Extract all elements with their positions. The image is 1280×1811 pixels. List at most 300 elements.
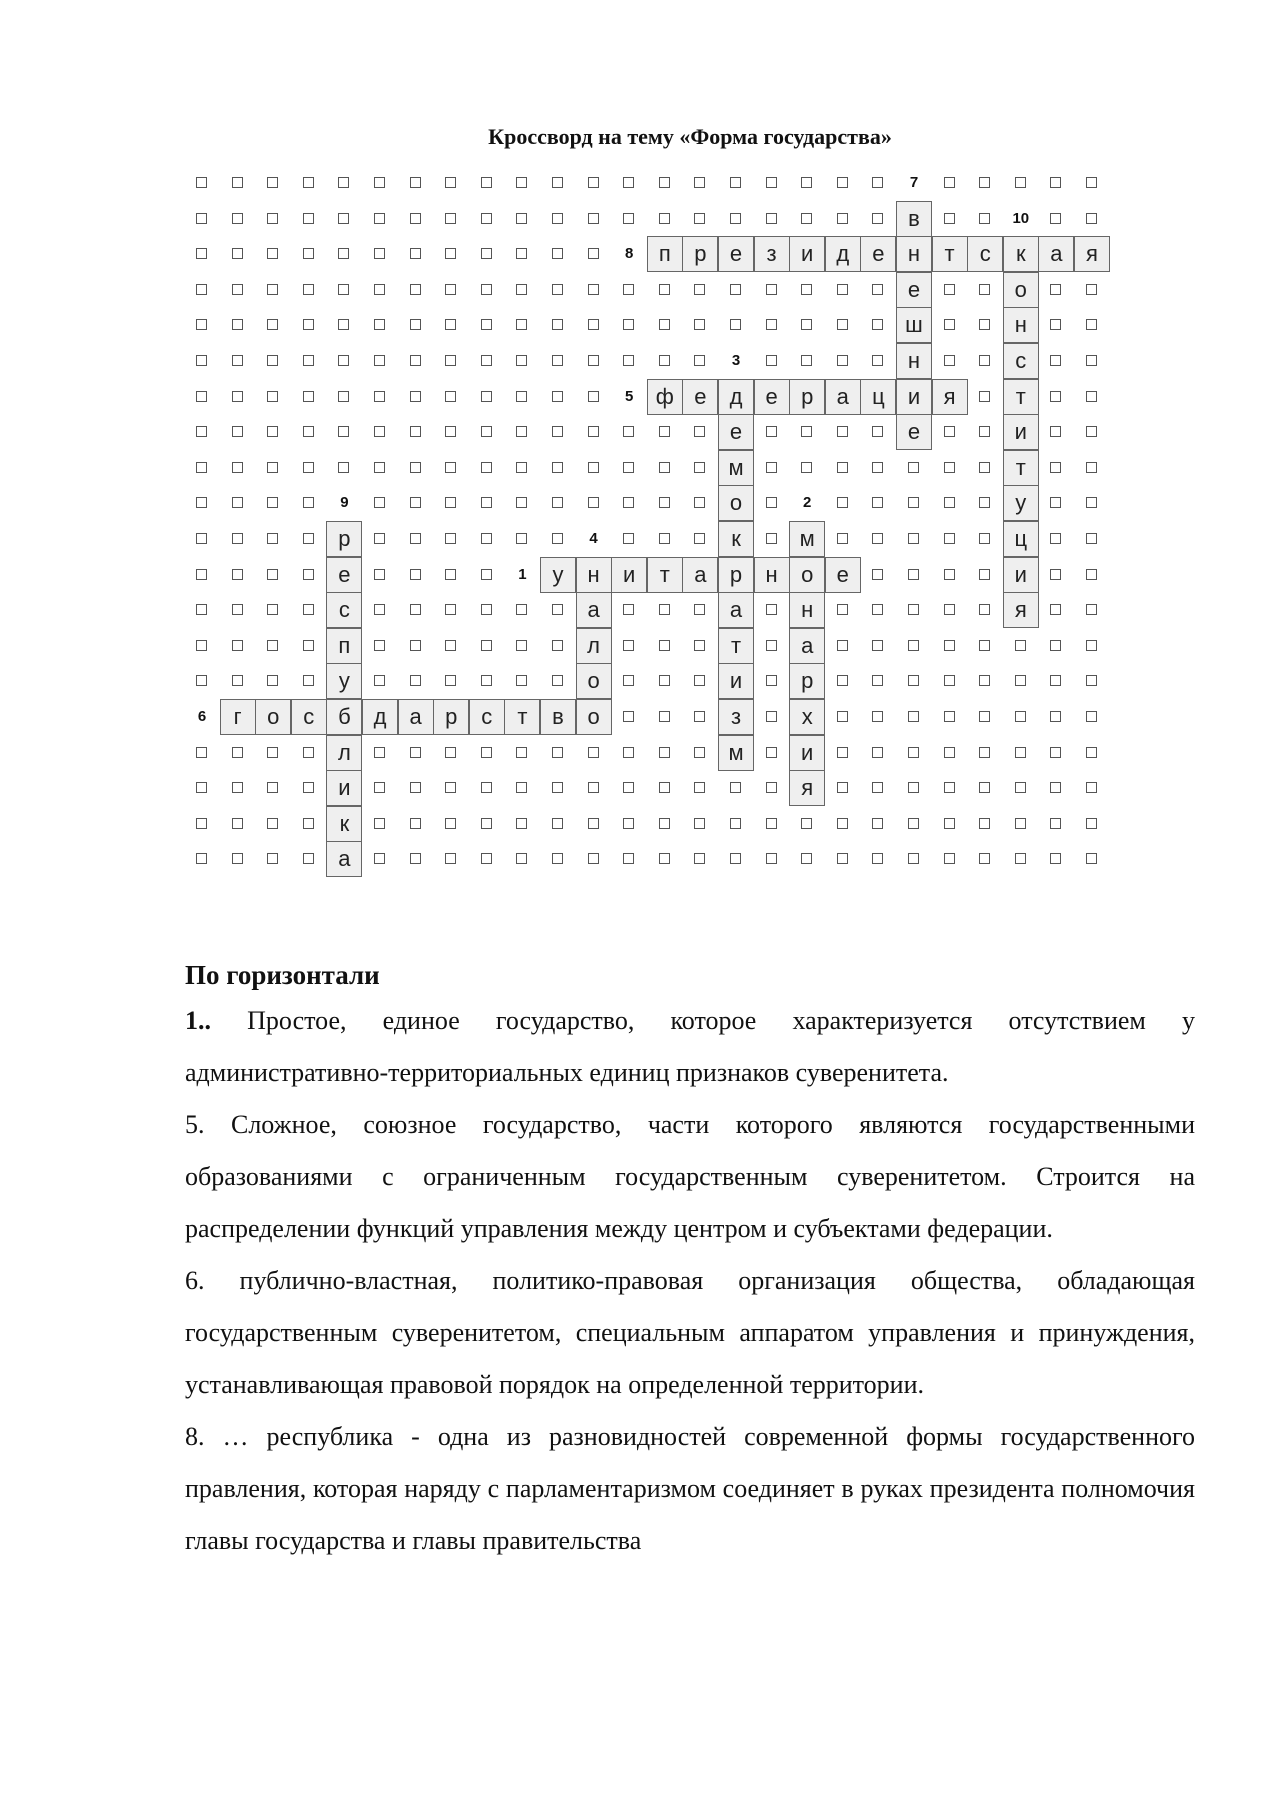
empty-cell-marker [837, 604, 848, 615]
empty-cell-marker [1086, 604, 1097, 615]
empty-cell-marker [588, 497, 599, 508]
crossword-cell: в [540, 699, 576, 735]
empty-cell-marker [481, 782, 492, 793]
empty-cell-marker [659, 640, 670, 651]
empty-cell-marker [944, 675, 955, 686]
empty-cell-marker [623, 462, 634, 473]
empty-cell-marker [196, 853, 207, 864]
empty-cell-marker [1015, 711, 1026, 722]
empty-cell-marker [1050, 213, 1061, 224]
empty-cell-marker [232, 604, 243, 615]
empty-cell-marker [659, 284, 670, 295]
empty-cell-marker [552, 604, 563, 615]
crossword-cell: и [1003, 414, 1039, 450]
crossword-cell: и [789, 236, 825, 272]
crossword-cell: ц [860, 379, 896, 415]
empty-cell-marker [552, 462, 563, 473]
empty-cell-marker [481, 675, 492, 686]
empty-cell-marker [1015, 675, 1026, 686]
empty-cell-marker [410, 604, 421, 615]
crossword-cell: и [611, 557, 647, 593]
empty-cell-marker [1086, 213, 1097, 224]
empty-cell-marker [232, 497, 243, 508]
crossword-cell: а [398, 699, 434, 735]
crossword-cell: е [326, 557, 362, 593]
empty-cell-marker [1050, 818, 1061, 829]
empty-cell-marker [659, 675, 670, 686]
empty-cell-marker [766, 319, 777, 330]
empty-cell-marker [481, 818, 492, 829]
empty-cell-marker [837, 533, 848, 544]
empty-cell-marker [552, 319, 563, 330]
empty-cell-marker [979, 213, 990, 224]
crossword-cell: и [326, 770, 362, 806]
empty-cell-marker [196, 213, 207, 224]
empty-cell-marker [872, 213, 883, 224]
empty-cell-marker [766, 497, 777, 508]
empty-cell-marker [196, 355, 207, 366]
empty-cell-marker [623, 284, 634, 295]
empty-cell-marker [196, 604, 207, 615]
empty-cell-marker [979, 462, 990, 473]
crossword-cell: р [718, 557, 754, 593]
crossword-cell: е [896, 414, 932, 450]
crossword-cell: т [647, 557, 683, 593]
empty-cell-marker [196, 497, 207, 508]
empty-cell-marker [1086, 675, 1097, 686]
empty-cell-marker [944, 533, 955, 544]
empty-cell-marker [730, 284, 741, 295]
empty-cell-marker [196, 391, 207, 402]
empty-cell-marker [232, 533, 243, 544]
empty-cell-marker [552, 213, 563, 224]
empty-cell-marker [979, 426, 990, 437]
empty-cell-marker [196, 248, 207, 259]
empty-cell-marker [801, 213, 812, 224]
empty-cell-marker [481, 426, 492, 437]
empty-cell-marker [303, 355, 314, 366]
empty-cell-marker [516, 782, 527, 793]
crossword-cell: к [1003, 236, 1039, 272]
empty-cell-marker [908, 818, 919, 829]
empty-cell-marker [196, 426, 207, 437]
empty-cell-marker [694, 747, 705, 758]
empty-cell-marker [516, 391, 527, 402]
crossword-cell: е [896, 272, 932, 308]
empty-cell-marker [801, 853, 812, 864]
empty-cell-marker [623, 711, 634, 722]
crossword-cell: и [789, 735, 825, 771]
empty-cell-marker [623, 213, 634, 224]
empty-cell-marker [267, 747, 278, 758]
empty-cell-marker [837, 497, 848, 508]
clue-number-label: 8 [625, 245, 634, 263]
empty-cell-marker [1050, 284, 1061, 295]
empty-cell-marker [623, 355, 634, 366]
empty-cell-marker [872, 319, 883, 330]
empty-cell-marker [1086, 747, 1097, 758]
crossword-cell: м [718, 450, 754, 486]
crossword-cell: г [220, 699, 256, 735]
empty-cell-marker [303, 426, 314, 437]
empty-cell-marker [588, 818, 599, 829]
empty-cell-marker [730, 853, 741, 864]
empty-cell-marker [303, 818, 314, 829]
empty-cell-marker [481, 248, 492, 259]
empty-cell-marker [766, 213, 777, 224]
empty-cell-marker [481, 640, 492, 651]
empty-cell-marker [908, 782, 919, 793]
empty-cell-marker [766, 747, 777, 758]
empty-cell-marker [979, 782, 990, 793]
empty-cell-marker [232, 640, 243, 651]
empty-cell-marker [516, 533, 527, 544]
empty-cell-marker [730, 213, 741, 224]
empty-cell-marker [659, 711, 670, 722]
empty-cell-marker [338, 391, 349, 402]
empty-cell-marker [374, 747, 385, 758]
empty-cell-marker [481, 569, 492, 580]
crossword-cell: з [718, 699, 754, 735]
empty-cell-marker [196, 533, 207, 544]
empty-cell-marker [908, 533, 919, 544]
empty-cell-marker [588, 319, 599, 330]
empty-cell-marker [944, 711, 955, 722]
empty-cell-marker [445, 497, 456, 508]
empty-cell-marker [1015, 853, 1026, 864]
empty-cell-marker [623, 782, 634, 793]
empty-cell-marker [979, 391, 990, 402]
crossword-cell: т [1003, 379, 1039, 415]
empty-cell-marker [410, 853, 421, 864]
empty-cell-marker [516, 818, 527, 829]
empty-cell-marker [445, 675, 456, 686]
empty-cell-marker [1015, 818, 1026, 829]
empty-cell-marker [659, 782, 670, 793]
empty-cell-marker [837, 711, 848, 722]
empty-cell-marker [374, 177, 385, 188]
empty-cell-marker [944, 853, 955, 864]
empty-cell-marker [481, 462, 492, 473]
empty-cell-marker [196, 640, 207, 651]
crossword-cell: н [896, 343, 932, 379]
empty-cell-marker [1086, 640, 1097, 651]
empty-cell-marker [694, 640, 705, 651]
empty-cell-marker [196, 747, 207, 758]
empty-cell-marker [374, 213, 385, 224]
crossword-cell: т [932, 236, 968, 272]
empty-cell-marker [445, 747, 456, 758]
empty-cell-marker [944, 177, 955, 188]
empty-cell-marker [801, 462, 812, 473]
empty-cell-marker [410, 248, 421, 259]
crossword-cell: к [718, 521, 754, 557]
crossword-cell: о [718, 485, 754, 521]
empty-cell-marker [623, 675, 634, 686]
clue-number-label: 2 [803, 494, 812, 512]
empty-cell-marker [1015, 640, 1026, 651]
empty-cell-marker [694, 853, 705, 864]
clue-number-label: 5 [625, 387, 634, 405]
crossword-cell: р [326, 521, 362, 557]
empty-cell-marker [659, 853, 670, 864]
empty-cell-marker [623, 497, 634, 508]
clue-text: … республика - одна из разновидностей современной формы государственного правления, которая наряду с парламентаризмом соединяет в руках президента полномочия главы государства и главы правительства [185, 1422, 1195, 1555]
crossword-cell: е [754, 379, 790, 415]
crossword-cell: в [896, 201, 932, 237]
empty-cell-marker [872, 497, 883, 508]
crossword-cell: а [718, 592, 754, 628]
clue-number: 5. [185, 1110, 205, 1139]
clue-text: Простое, единое государство, которое характеризуется отсутствием у административно-территориальных единиц признаков суверенитета. [185, 1006, 1195, 1087]
crossword-cell: о [789, 557, 825, 593]
empty-cell-marker [445, 248, 456, 259]
empty-cell-marker [694, 497, 705, 508]
empty-cell-marker [1050, 533, 1061, 544]
empty-cell-marker [516, 497, 527, 508]
empty-cell-marker [303, 284, 314, 295]
clue-text: Сложное, союзное государство, части которого являются государственными образованиями с ограниченным государственным суверенитетом. Строится на распределении функций управления между центром и субъектами федерации. [185, 1110, 1195, 1243]
empty-cell-marker [303, 177, 314, 188]
empty-cell-marker [766, 853, 777, 864]
empty-cell-marker [267, 319, 278, 330]
empty-cell-marker [410, 747, 421, 758]
empty-cell-marker [588, 426, 599, 437]
empty-cell-marker [303, 391, 314, 402]
empty-cell-marker [837, 853, 848, 864]
empty-cell-marker [1050, 319, 1061, 330]
empty-cell-marker [979, 355, 990, 366]
empty-cell-marker [979, 569, 990, 580]
empty-cell-marker [410, 462, 421, 473]
empty-cell-marker [623, 533, 634, 544]
empty-cell-marker [410, 782, 421, 793]
crossword-cell: т [718, 628, 754, 664]
empty-cell-marker [979, 818, 990, 829]
clue-text: публично-властная, политико-правовая организация общества, обладающая государственным суверенитетом, специальным аппаратом управления и принуждения, устанавливающая правовой порядок на определенной территории. [185, 1266, 1196, 1399]
empty-cell-marker [481, 213, 492, 224]
empty-cell-marker [196, 284, 207, 295]
empty-cell-marker [481, 747, 492, 758]
empty-cell-marker [445, 319, 456, 330]
empty-cell-marker [516, 284, 527, 295]
empty-cell-marker [837, 284, 848, 295]
empty-cell-marker [694, 355, 705, 366]
empty-cell-marker [730, 782, 741, 793]
empty-cell-marker [552, 497, 563, 508]
empty-cell-marker [445, 533, 456, 544]
empty-cell-marker [694, 533, 705, 544]
empty-cell-marker [232, 569, 243, 580]
empty-cell-marker [552, 640, 563, 651]
empty-cell-marker [837, 462, 848, 473]
empty-cell-marker [944, 604, 955, 615]
crossword-cell: о [1003, 272, 1039, 308]
empty-cell-marker [374, 782, 385, 793]
empty-cell-marker [944, 747, 955, 758]
crossword-cell: у [1003, 485, 1039, 521]
empty-cell-marker [801, 319, 812, 330]
crossword-cell: к [326, 806, 362, 842]
empty-cell-marker [908, 747, 919, 758]
crossword-cell: р [789, 663, 825, 699]
empty-cell-marker [979, 604, 990, 615]
empty-cell-marker [1086, 711, 1097, 722]
empty-cell-marker [694, 818, 705, 829]
crossword-cell: е [682, 379, 718, 415]
empty-cell-marker [232, 675, 243, 686]
empty-cell-marker [410, 391, 421, 402]
empty-cell-marker [730, 818, 741, 829]
empty-cell-marker [659, 213, 670, 224]
empty-cell-marker [801, 355, 812, 366]
empty-cell-marker [232, 747, 243, 758]
empty-cell-marker [801, 177, 812, 188]
empty-cell-marker [588, 853, 599, 864]
empty-cell-marker [445, 213, 456, 224]
empty-cell-marker [303, 640, 314, 651]
empty-cell-marker [516, 319, 527, 330]
crossword-cell: и [1003, 557, 1039, 593]
empty-cell-marker [979, 284, 990, 295]
empty-cell-marker [837, 747, 848, 758]
crossword-cell: а [789, 628, 825, 664]
empty-cell-marker [944, 426, 955, 437]
empty-cell-marker [303, 604, 314, 615]
empty-cell-marker [944, 569, 955, 580]
empty-cell-marker [588, 747, 599, 758]
empty-cell-marker [623, 177, 634, 188]
empty-cell-marker [303, 462, 314, 473]
empty-cell-marker [837, 177, 848, 188]
empty-cell-marker [979, 177, 990, 188]
empty-cell-marker [944, 640, 955, 651]
crossword-cell: и [896, 379, 932, 415]
crossword-cell: у [540, 557, 576, 593]
crossword-cell: б [326, 699, 362, 735]
empty-cell-marker [481, 497, 492, 508]
empty-cell-marker [552, 675, 563, 686]
empty-cell-marker [267, 533, 278, 544]
empty-cell-marker [659, 319, 670, 330]
empty-cell-marker [516, 177, 527, 188]
empty-cell-marker [623, 818, 634, 829]
empty-cell-marker [267, 782, 278, 793]
empty-cell-marker [410, 675, 421, 686]
empty-cell-marker [552, 391, 563, 402]
empty-cell-marker [374, 533, 385, 544]
empty-cell-marker [944, 462, 955, 473]
empty-cell-marker [267, 426, 278, 437]
empty-cell-marker [1050, 604, 1061, 615]
empty-cell-marker [445, 284, 456, 295]
empty-cell-marker [979, 853, 990, 864]
empty-cell-marker [410, 533, 421, 544]
empty-cell-marker [979, 497, 990, 508]
empty-cell-marker [374, 462, 385, 473]
empty-cell-marker [659, 497, 670, 508]
empty-cell-marker [267, 853, 278, 864]
empty-cell-marker [445, 782, 456, 793]
empty-cell-marker [267, 497, 278, 508]
empty-cell-marker [410, 284, 421, 295]
empty-cell-marker [979, 675, 990, 686]
empty-cell-marker [1086, 426, 1097, 437]
crossword-cell: е [860, 236, 896, 272]
empty-cell-marker [872, 711, 883, 722]
clue-number-label: 10 [1012, 209, 1030, 227]
empty-cell-marker [552, 248, 563, 259]
empty-cell-marker [374, 497, 385, 508]
clue-number: 6. [185, 1266, 205, 1295]
empty-cell-marker [303, 213, 314, 224]
empty-cell-marker [552, 177, 563, 188]
empty-cell-marker [979, 711, 990, 722]
crossword-cell: н [576, 557, 612, 593]
empty-cell-marker [267, 604, 278, 615]
empty-cell-marker [1086, 355, 1097, 366]
empty-cell-marker [1050, 497, 1061, 508]
empty-cell-marker [1015, 747, 1026, 758]
empty-cell-marker [374, 391, 385, 402]
empty-cell-marker [481, 319, 492, 330]
empty-cell-marker [944, 355, 955, 366]
empty-cell-marker [766, 818, 777, 829]
empty-cell-marker [1050, 426, 1061, 437]
crossword-cell: а [825, 379, 861, 415]
empty-cell-marker [908, 497, 919, 508]
crossword-cell: р [789, 379, 825, 415]
crossword-cell: л [326, 735, 362, 771]
empty-cell-marker [659, 355, 670, 366]
clue-number-label: 9 [340, 494, 349, 512]
empty-cell-marker [659, 818, 670, 829]
empty-cell-marker [445, 391, 456, 402]
empty-cell-marker [374, 640, 385, 651]
empty-cell-marker [1050, 675, 1061, 686]
empty-cell-marker [196, 462, 207, 473]
crossword-cell: а [576, 592, 612, 628]
empty-cell-marker [1050, 747, 1061, 758]
empty-cell-marker [872, 177, 883, 188]
empty-cell-marker [908, 853, 919, 864]
empty-cell-marker [303, 533, 314, 544]
empty-cell-marker [374, 853, 385, 864]
empty-cell-marker [338, 213, 349, 224]
empty-cell-marker [1086, 177, 1097, 188]
crossword-cell: н [1003, 307, 1039, 343]
empty-cell-marker [516, 640, 527, 651]
empty-cell-marker [303, 747, 314, 758]
empty-cell-marker [338, 355, 349, 366]
empty-cell-marker [552, 284, 563, 295]
empty-cell-marker [908, 462, 919, 473]
empty-cell-marker [588, 355, 599, 366]
empty-cell-marker [516, 853, 527, 864]
crossword-cell: д [825, 236, 861, 272]
empty-cell-marker [837, 426, 848, 437]
empty-cell-marker [267, 818, 278, 829]
crossword-cell: ц [1003, 521, 1039, 557]
empty-cell-marker [1086, 782, 1097, 793]
empty-cell-marker [659, 462, 670, 473]
empty-cell-marker [410, 355, 421, 366]
empty-cell-marker [1050, 853, 1061, 864]
empty-cell-marker [232, 248, 243, 259]
empty-cell-marker [267, 248, 278, 259]
crossword-cell: а [682, 557, 718, 593]
empty-cell-marker [232, 462, 243, 473]
